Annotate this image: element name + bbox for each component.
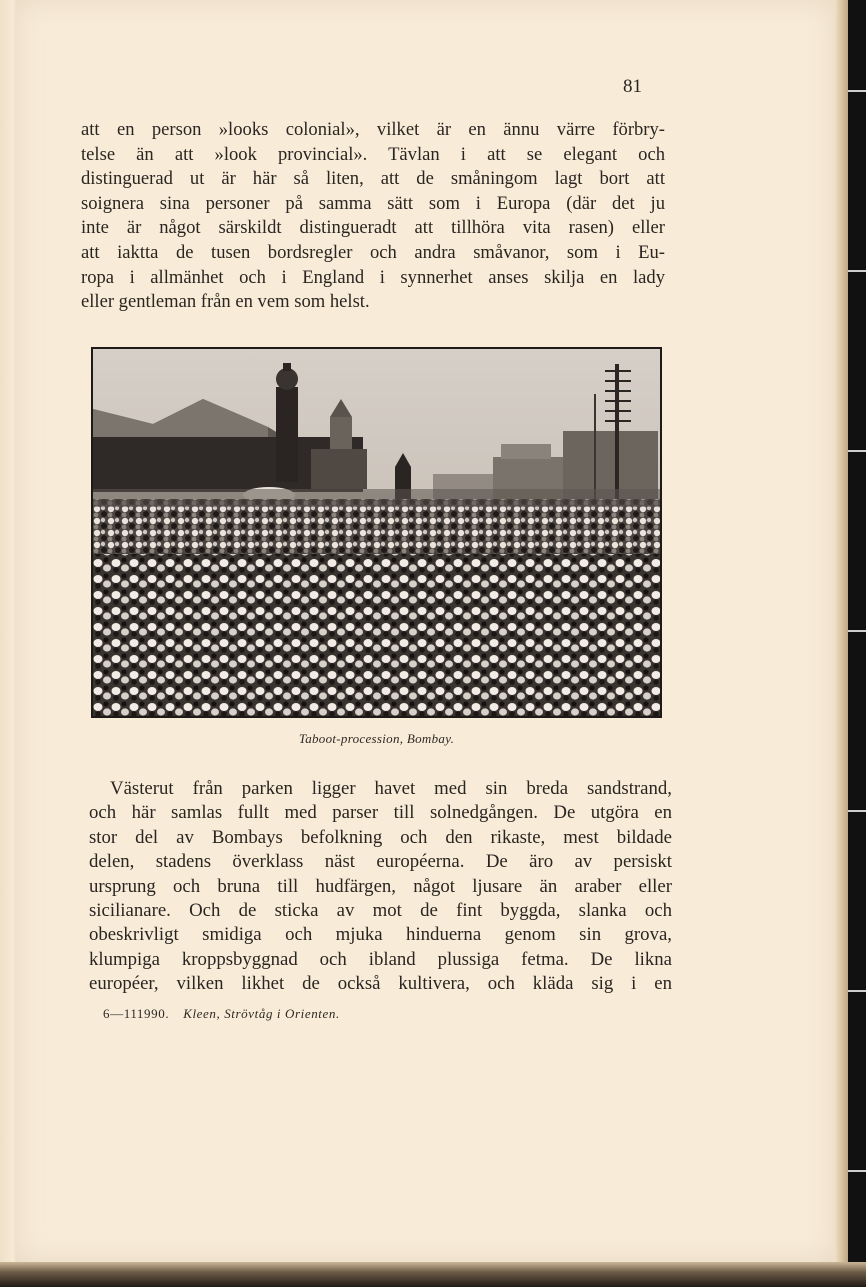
text-line: att iaktta de tusen bordsregler och andra småvanor, som i Eu- — [81, 241, 665, 263]
printer-footer — [103, 1006, 340, 1022]
text-line: telse än att »look provincial». Tävlan i att se elegant och — [81, 143, 665, 165]
procession-photo-illustration — [93, 349, 660, 716]
text-line: soignera sina personer på samma sätt som i Europa (där det ju — [81, 192, 665, 214]
text-line: inte är något särskildt distingueradt att tillhöra vita rasen) eller — [81, 217, 665, 239]
text-line: delen, stadens överklass näst européerna. De äro av persiskt — [89, 851, 672, 873]
text-line: sicilianare. Och de sticka av mot de fint byggda, slanka och — [89, 900, 672, 922]
photo-taboot-procession — [91, 347, 662, 718]
text-line: distinguerad ut är här så liten, att de småningom lagt bort att — [81, 168, 665, 190]
text-line: stor del av Bombays befolkning och den rikaste, mest bildade — [89, 826, 672, 848]
text-line: eller gentleman från en vem som helst. — [81, 291, 370, 313]
text-line: ropa i allmänhet och i England i synnerhet anses skilja en lady — [81, 266, 665, 288]
source-title: Kleen, Strövtåg i Orienten. — [183, 1006, 340, 1021]
figure-caption: Taboot-procession, Bombay. — [298, 731, 455, 746]
bottom-edge — [0, 1262, 866, 1287]
paragraph-1 — [81, 118, 665, 315]
text-line: Västerut från parken ligger havet med sin breda sandstrand, — [110, 778, 672, 799]
page-number: 81 — [623, 76, 642, 97]
text-line: att en person »looks colonial», vilket är en ännu värre förbry- — [81, 119, 665, 140]
signature-mark: 6—111990. — [103, 1006, 170, 1021]
text-line: européer, vilken likhet de också kultivera, och kläda sig i en — [89, 973, 672, 995]
paragraph-2 — [89, 777, 672, 997]
text-line: klumpiga kroppsbyggnad och ibland plussiga fetma. De likna — [89, 948, 672, 970]
text-line: obeskrivligt smidiga och mjuka hinduerna genom sin grova, — [89, 924, 672, 946]
text-line: ursprung och bruna till hudfärgen, något ljusare än araber eller — [89, 875, 672, 897]
text-line: och här samlas fullt med parser till solnedgången. De utgöra en — [89, 802, 672, 824]
